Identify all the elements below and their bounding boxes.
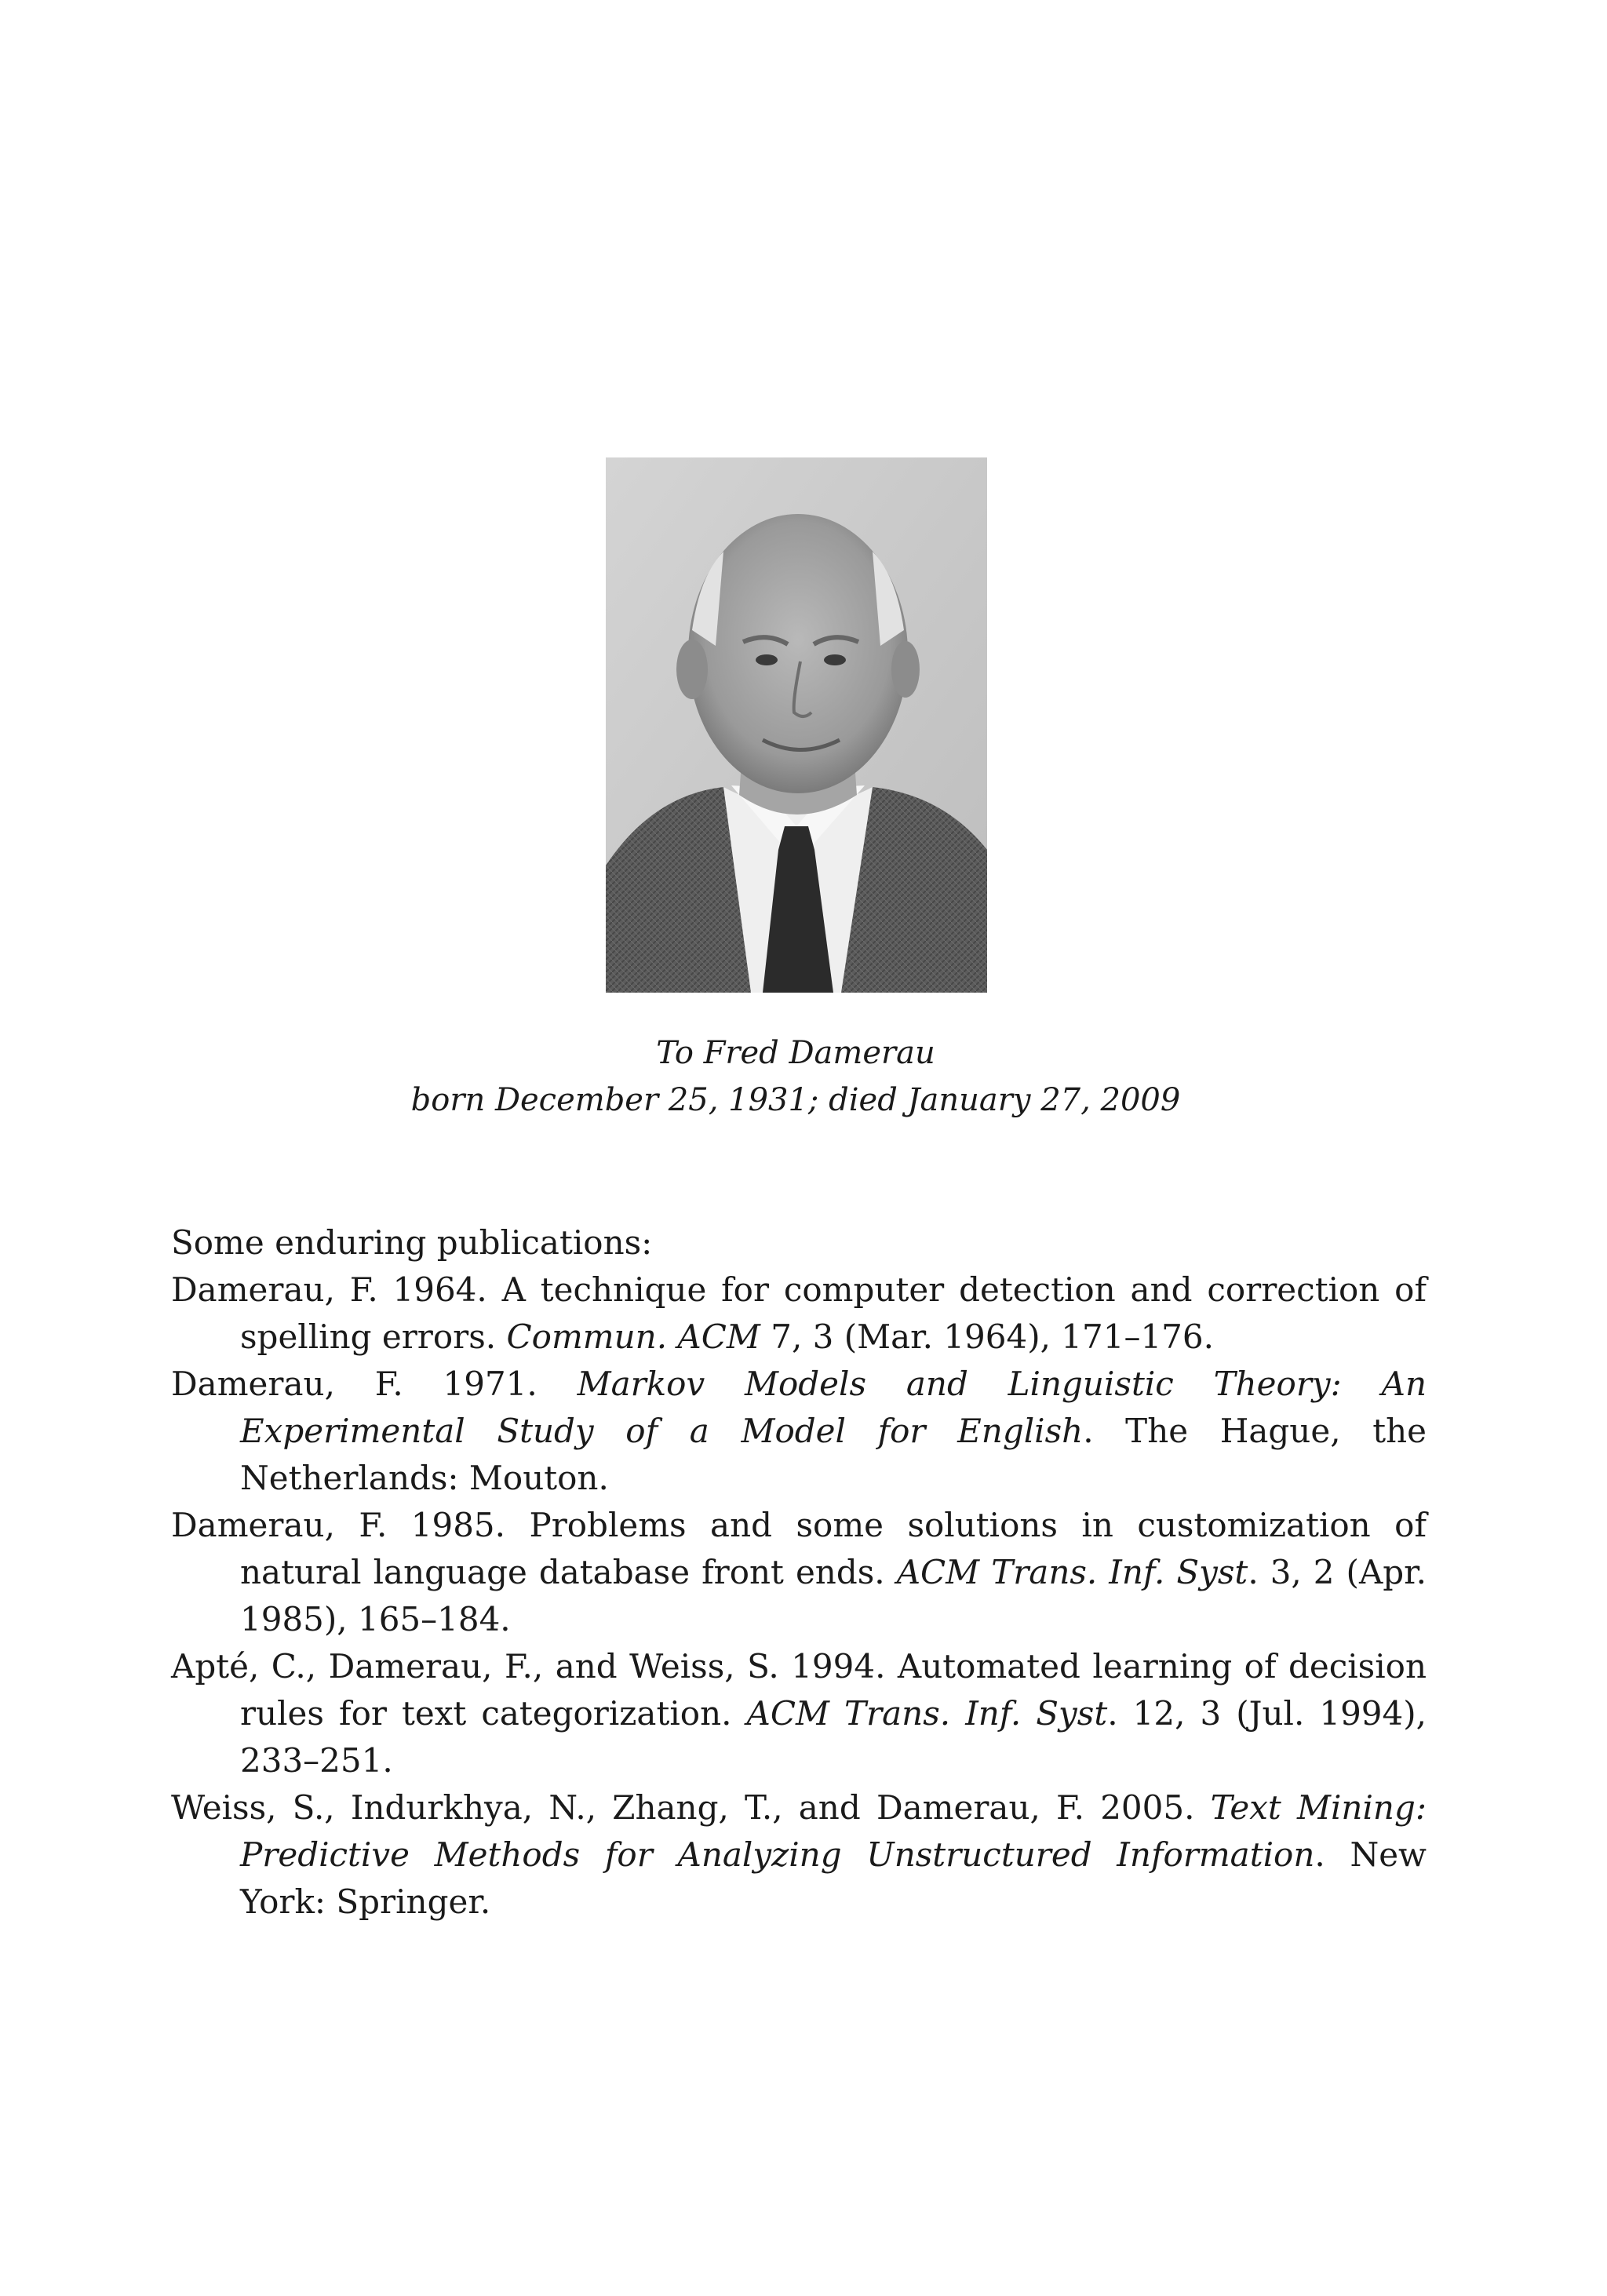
portrait-illustration: [606, 457, 987, 993]
publications-heading: Some enduring publications:: [171, 1223, 653, 1262]
publications-list: [171, 1219, 1427, 1926]
publication-entry: Damerau, F. 1971. Markov Models and Linguistic Theory: An Experimental Study of a Model for English. The Hague, the Netherlands: Mouton.: [171, 1365, 1427, 1497]
publication-entry: Damerau, F. 1964. A technique for computer detection and correction of spelling errors. Commun. ACM 7, 3 (Mar. 1964), 171–176.: [171, 1270, 1427, 1356]
portrait-photo: [606, 457, 987, 993]
publication-entry: Damerau, F. 1985. Problems and some solutions in customization of natural language database front ends. ACM Trans. Inf. Syst. 3, 2 (Apr. 1985), 165–184.: [171, 1506, 1427, 1638]
publication-entry: Weiss, S., Indurkhya, N., Zhang, T., and Damerau, F. 2005. Text Mining: Predictive Methods for Analyzing Unstructured Information. New York: Springer.: [171, 1788, 1427, 1921]
publication-entry: Apté, C., Damerau, F., and Weiss, S. 1994. Automated learning of decision rules for text categorization. ACM Trans. Inf. Syst. 12, 3 (Jul. 1994), 233–251.: [171, 1647, 1427, 1780]
dedication-text: [0, 1030, 1591, 1124]
dedication-line-2: born December 25, 1931; died January 27, 2009: [410, 1082, 1181, 1118]
dedication-line-1: To Fred Damerau: [656, 1035, 935, 1071]
